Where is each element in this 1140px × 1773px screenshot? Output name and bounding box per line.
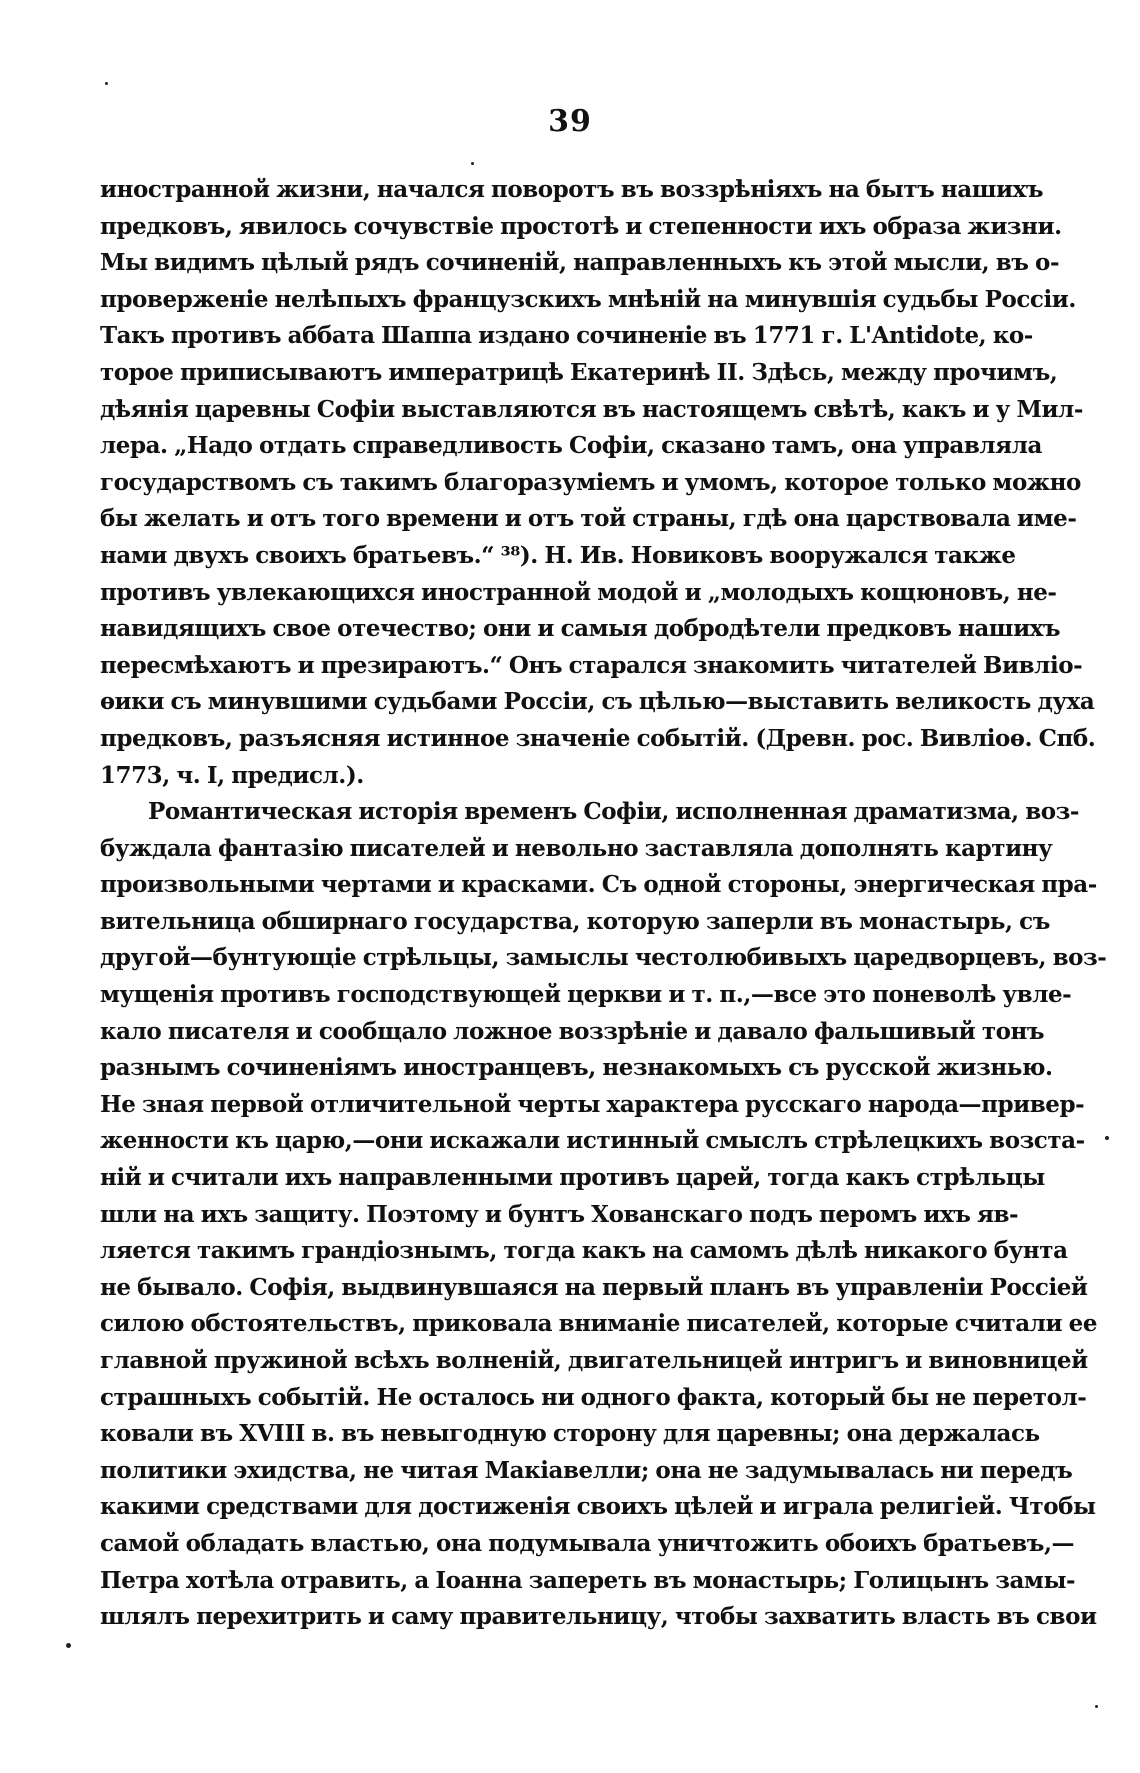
text-line: мущенія противъ господствующей церкви и т. п.,—все это поневолѣ увле- [100, 981, 1072, 1009]
text-line: самой обладать властью, она подумывала уничтожить обоихъ братьевъ,— [100, 1529, 1075, 1557]
text-line: не бывало. Софія, выдвинувшаяся на первый планъ въ управленіи Россіей [100, 1273, 1088, 1301]
text-line: силою обстоятельствъ, приковала вниманіе писателей, которые считали ее [100, 1310, 1098, 1338]
scan-speck [1095, 1705, 1098, 1708]
text-line: Романтическая исторія временъ Софіи, исполненная драматизма, воз- [148, 798, 1079, 826]
text-line: Мы видимъ цѣлый рядъ сочиненій, направленныхъ къ этой мысли, въ о- [100, 249, 1060, 277]
text-line: главной пружиной всѣхъ волненій, двигательницей интригъ и виновницей [100, 1347, 1088, 1374]
scan-speck [471, 162, 474, 165]
paragraph-1 [100, 172, 1096, 794]
text-line: навидящихъ свое отечество; они и самыя добродѣтели предковъ нашихъ [100, 615, 1061, 643]
text-line: шли на ихъ защиту. Поэтому и бунтъ Хованскаго подъ перомъ ихъ яв- [100, 1200, 1019, 1228]
text-line: ковали въ XVIII в. въ невыгодную сторону для царевны; она держалась [100, 1420, 1040, 1448]
text-line: ній и считали ихъ направленными противъ царей, тогда какъ стрѣльцы [100, 1164, 1045, 1192]
text-line: буждала фантазію писателей и невольно заставляла дополнять картину [100, 834, 1053, 862]
text-line: торое приписываютъ императрицѣ Екатеринѣ II. Здѣсь, между прочимъ, [100, 358, 1058, 386]
text-line: Такъ противъ аббата Шаппа издано сочиненіе въ 1771 г. L'Antidote, ко- [100, 322, 1033, 350]
text-line: произвольными чертами и красками. Съ одной стороны, энергическая пра- [100, 871, 1097, 899]
text-line: предковъ, разъясняя истинное значеніе событій. (Древн. рос. Вивліоѳ. Спб. [100, 724, 1096, 752]
text-line: ѳики съ минувшими судьбами Россіи, съ цѣлью—выставить великость духа [100, 688, 1095, 716]
text-line: вительница обширнаго государства, которую заперли въ монастырь, съ [100, 907, 1050, 935]
scan-speck [105, 82, 108, 85]
text-line: политики эхидства, не читая Макіавелли; она не задумывалась ни передъ [100, 1456, 1073, 1484]
text-line: предковъ, явилось сочувствіе простотѣ и степенности ихъ образа жизни. [100, 212, 1062, 240]
text-line: государствомъ съ такимъ благоразуміемъ и умомъ, которое только можно [100, 468, 1081, 496]
scan-speck [1105, 1136, 1109, 1140]
page-number: 39 [548, 104, 592, 139]
text-line: разнымъ сочиненіямъ иностранцевъ, незнакомыхъ съ русской жизнью. [100, 1054, 1053, 1082]
text-line: страшныхъ событій. Не осталось ни одного факта, который бы не перетол- [100, 1383, 1087, 1411]
text-line: кало писателя и сообщало ложное воззрѣніе и давало фальшивый тонъ [100, 1017, 1045, 1045]
text-line: другой—бунтующіе стрѣльцы, замыслы честолюбивыхъ царедворцевъ, воз- [100, 944, 1107, 972]
text-line: проверженіе нелѣпыхъ французскихъ мнѣній на минувшія судьбы Россіи. [100, 285, 1076, 313]
text-line: какими средствами для достиженія своихъ цѣлей и играла религіей. Чтобы [100, 1493, 1096, 1521]
text-line: иностранной жизни, начался поворотъ въ воззрѣніяхъ на бытъ нашихъ [100, 176, 1044, 203]
paragraph-2 [100, 794, 1107, 1636]
text-line: пересмѣхаютъ и презираютъ.“ Онъ старался знакомить читателей Вивліо- [100, 651, 1083, 679]
text-line: лера. „Надо отдать справедливость Софіи, сказано тамъ, она управляла [100, 432, 1042, 460]
text-line: Не зная первой отличительной черты характера русскаго народа—привер- [100, 1090, 1085, 1118]
body-text [100, 172, 1107, 1636]
text-line: ляется такимъ грандіознымъ, тогда какъ на самомъ дѣлѣ никакого бунта [100, 1237, 1068, 1265]
text-line: дѣянія царевны Софіи выставляются въ настоящемъ свѣтѣ, какъ и у Мил- [100, 395, 1083, 423]
scan-speck [66, 1643, 71, 1648]
text-line: Петра хотѣла отравить, а Іоанна запереть въ монастырь; Голицынъ замы- [100, 1566, 1076, 1594]
text-line: противъ увлекающихся иностранной модой и „молодыхъ кощюновъ, не- [100, 578, 1057, 606]
text-line: женности къ царю,—они искажали истинный смыслъ стрѣлецкихъ возста- [100, 1127, 1085, 1155]
text-line: шлялъ перехитрить и саму правительницу, чтобы захватить власть въ свои [100, 1603, 1097, 1631]
text-line: бы желать и отъ того времени и отъ той страны, гдѣ она царствовала име- [100, 505, 1077, 533]
text-line: нами двухъ своихъ братьевъ.“ ³⁸). Н. Ив. Новиковъ вооружался также [100, 541, 1016, 569]
text-line: 1773, ч. I, предисл.). [100, 761, 364, 789]
